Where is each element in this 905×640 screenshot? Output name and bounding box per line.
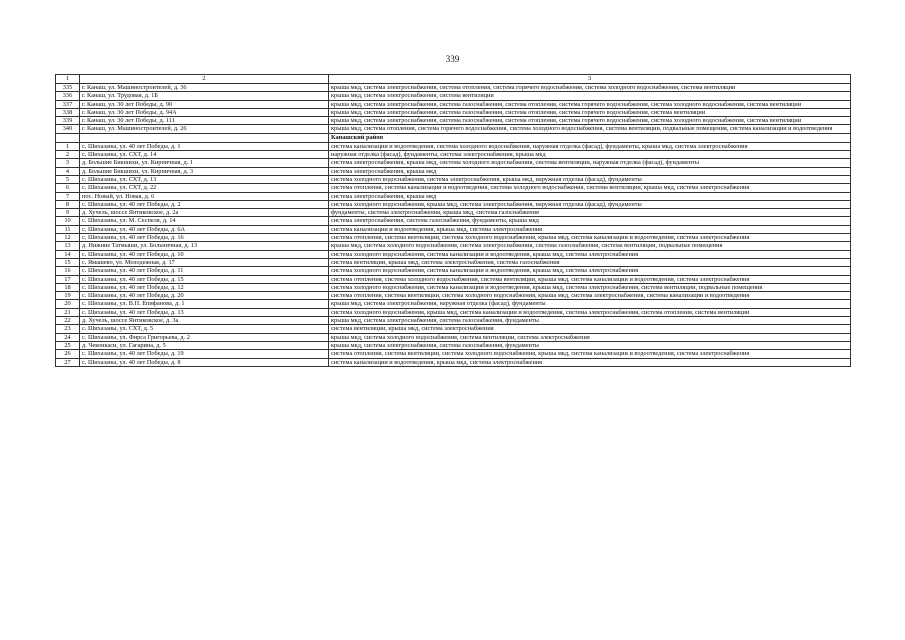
row-works: крыша мкд, система холодного водоснабжения, система электроснабжения, система газоснабжения, система вентиляции, подвальные помещения	[329, 242, 851, 250]
table-row	[56, 358, 851, 366]
row-number: 21	[56, 308, 80, 316]
table-row	[56, 151, 851, 159]
row-works: система электроснабжения, система газоснабжения, фундаменты, крыша мкд	[329, 217, 851, 225]
row-number: 11	[56, 225, 80, 233]
table-row	[56, 84, 851, 92]
row-number: 22	[56, 317, 80, 325]
row-works: крыша мкд, система отопления, система горячего водоснабжения, система холодного водоснабжения, система вентиляции, подвальные помещения, система канализации и водоотведения	[329, 125, 851, 133]
row-address: с. Шихазаны, ул. 40 лет Победы, д. 1	[80, 142, 329, 150]
row-works: система холодного водоснабжения, система канализации и водоотведения, крыша мкд, система электроснабжения	[329, 267, 851, 275]
row-address: г. Канаш, ул. Трудовая, д. 1Б	[80, 92, 329, 100]
column-number-1: 1	[56, 75, 80, 84]
table-row	[56, 308, 851, 316]
table-row	[56, 142, 851, 150]
row-number: 340	[56, 125, 80, 133]
row-works: система холодного водоснабжения, система электроснабжения, крыша мкд, наружная отделка (фасад), фундаменты	[329, 175, 851, 183]
row-address: г. Канаш, ул. Машиностроителей, д. 26	[80, 125, 329, 133]
table-row	[56, 341, 851, 349]
row-works: крыша мкд, система электроснабжения, наружная отделка (фасад), фундаменты	[329, 300, 851, 308]
row-number: 338	[56, 108, 80, 116]
row-address: с. Шихазаны, ул. СХТ, д. 13	[80, 175, 329, 183]
row-number: 24	[56, 333, 80, 341]
row-works: система отопления, система вентиляции, система холодного водоснабжения, крыша мкд, система электроснабжения, система канализации и водоотведения	[329, 292, 851, 300]
table-row	[56, 225, 851, 233]
row-address: с. Шихазаны, ул. СХТ, д. 14	[80, 151, 329, 159]
row-works: система канализации и водоотведения, крыша мкд, система электроснабжения	[329, 358, 851, 366]
table-row	[56, 100, 851, 108]
row-works: крыша мкд, система холодного водоснабжения, система вентиляции, система электроснабжения	[329, 333, 851, 341]
row-address: д. Большие Бикшихи, ул. Кирпичная, д. 3	[80, 167, 329, 175]
table-row	[56, 125, 851, 133]
row-address: с. Шихазаны, ул. 40 лет Победы, д. 2	[80, 200, 329, 208]
section-title: Канашский район	[329, 133, 851, 142]
row-number: 336	[56, 92, 80, 100]
row-number: 12	[56, 234, 80, 242]
row-works: система канализации и водоотведения, система холодного водоснабжения, наружная отделка (фасад), фундаменты, крыша мкд, система электроснабжения	[329, 142, 851, 150]
row-address: с. Шихазаны, ул. 40 лет Победы, д. 11	[80, 267, 329, 275]
row-works: система отопления, система вентиляции, система холодного водоснабжения, крыша мкд, система канализации и водоотведения, система электроснабжения	[329, 234, 851, 242]
table-row	[56, 175, 851, 183]
table-row	[56, 234, 851, 242]
row-number: 9	[56, 209, 80, 217]
row-works: крыша мкд, система электроснабжения, система газоснабжения, фундаменты	[329, 317, 851, 325]
row-number: 6	[56, 184, 80, 192]
row-address: д. Чеконкаси, ул. Гагарина, д. 5	[80, 341, 329, 349]
row-number: 4	[56, 167, 80, 175]
section-empty-cell	[80, 133, 329, 142]
section-row	[56, 133, 851, 142]
row-works: крыша мкд, система электроснабжения, система газоснабжения, фундаменты	[329, 341, 851, 349]
row-address: с. Шихазаны, ул. 40 лет Победы, д. 20	[80, 292, 329, 300]
row-works: наружная отделка (фасад), фундаменты, система электроснабжения, крыша мкд	[329, 151, 851, 159]
row-address: д. Хучель, шоссе Янтиковское, д. 3а	[80, 317, 329, 325]
row-address: с. Шихазаны, ул. СХТ, д. 5	[80, 325, 329, 333]
row-number: 15	[56, 258, 80, 266]
table-row	[56, 333, 851, 341]
row-address: с. Шихазаны, ул. СХТ, д. 22	[80, 184, 329, 192]
row-works: крыша мкд, система электроснабжения, система газоснабжения, система отопления, система горячего водоснабжения, система вентиляции	[329, 108, 851, 116]
row-address: с. Шихазаны, ул. 40 лет Победы, д. 15	[80, 275, 329, 283]
row-number: 13	[56, 242, 80, 250]
row-number: 339	[56, 117, 80, 125]
row-number: 8	[56, 200, 80, 208]
row-address: с. Ямашево, ул. Молодежная, д. 17	[80, 258, 329, 266]
row-address: д. Нижние Татмыши, ул. Больничная, д. 13	[80, 242, 329, 250]
row-address: г. Канаш, ул. 30 лет Победы, д. 90	[80, 100, 329, 108]
row-number: 2	[56, 151, 80, 159]
table-row	[56, 250, 851, 258]
row-number: 25	[56, 341, 80, 349]
table-row	[56, 325, 851, 333]
row-number: 14	[56, 250, 80, 258]
row-works: крыша мкд, система электроснабжения, система газоснабжения, система отопления, система горячего водоснабжения, система холодного водоснабжения, система вентиляции	[329, 100, 851, 108]
column-number-row	[56, 75, 851, 84]
register-table-body	[56, 75, 851, 367]
row-works: система холодного водоснабжения, система канализации и водоотведения, крыша мкд, система электроснабжения, система вентиляции, подвальные помещения	[329, 283, 851, 291]
table-row	[56, 209, 851, 217]
table-row	[56, 117, 851, 125]
row-works: система электроснабжения, крыша мкд	[329, 192, 851, 200]
row-address: с. Шихазаны, ул. 40 лет Победы, д. 6А	[80, 225, 329, 233]
row-number: 17	[56, 275, 80, 283]
column-number-3: 3	[329, 75, 851, 84]
row-works: система электроснабжения, крыша мкд, система холодного водоснабжения, система вентиляции, наружная отделка (фасад), фундаменты	[329, 159, 851, 167]
table-row	[56, 159, 851, 167]
row-works: крыша мкд, система электроснабжения, система отопления, система горячего водоснабжения, система холодного водоснабжения, система вентиляции	[329, 84, 851, 92]
table-row	[56, 267, 851, 275]
row-address: с. Шихазаны, ул. 40 лет Победы, д. 8	[80, 358, 329, 366]
table-row	[56, 217, 851, 225]
table-row	[56, 300, 851, 308]
row-works: система отопления, система вентиляции, система холодного водоснабжения, крыша мкд, система канализации и водоотведения, система электроснабжения	[329, 350, 851, 358]
table-row	[56, 283, 851, 291]
row-works: фундаменты, система электроснабжения, крыша мкд, система газоснабжения	[329, 209, 851, 217]
row-number: 5	[56, 175, 80, 183]
table-row	[56, 350, 851, 358]
row-number: 27	[56, 358, 80, 366]
row-number: 3	[56, 159, 80, 167]
row-works: система канализации и водоотведения, крыша мкд, система электроснабжения	[329, 225, 851, 233]
row-address: с. Шихазаны, ул. 40 лет Победы, д. 19	[80, 350, 329, 358]
row-address: с. Шихазаны, ул. М. Сеспеля, д. 14	[80, 217, 329, 225]
row-works: система холодного водоснабжения, система канализации и водоотведения, крыша мкд, система электроснабжения	[329, 250, 851, 258]
row-works: система отопления, система холодного водоснабжения, система вентиляции, крыша мкд, система канализации и водоотведения, система электроснабжения	[329, 275, 851, 283]
row-address: д. Большие Бикшихи, ул. Кирпичная, д. 1	[80, 159, 329, 167]
row-address: с. Шихазаны, ул. 40 лет Победы, д. 10	[80, 250, 329, 258]
row-number: 26	[56, 350, 80, 358]
table-row	[56, 184, 851, 192]
row-number: 10	[56, 217, 80, 225]
row-address: с. Шихазаны, ул. В.П. Епифанова, д. 1	[80, 300, 329, 308]
row-number: 19	[56, 292, 80, 300]
section-empty-cell	[56, 133, 80, 142]
row-number: 20	[56, 300, 80, 308]
row-address: г. Канаш, ул. 30 лет Победы, д. 111	[80, 117, 329, 125]
table-row	[56, 108, 851, 116]
table-row	[56, 258, 851, 266]
row-number: 16	[56, 267, 80, 275]
row-works: система холодного водоснабжения, крыша мкд, система электроснабжения, наружная отделка (фасад), фундаменты	[329, 200, 851, 208]
row-works: крыша мкд, система электроснабжения, система вентиляции	[329, 92, 851, 100]
table-row	[56, 242, 851, 250]
row-number: 337	[56, 100, 80, 108]
row-address: д. Хучель, шоссе Янтиковское, д. 2а	[80, 209, 329, 217]
row-works: крыша мкд, система электроснабжения, система газоснабжения, система отопления, система горячего водоснабжения, система холодного водоснабжения, система вентиляции	[329, 117, 851, 125]
page-number: 339	[445, 54, 460, 64]
row-address: пос. Новый, ул. Новая, д. 6	[80, 192, 329, 200]
row-works: система отопления, система канализации и водоотведения, система холодного водоснабжения, система вентиляции, крыша мкд, система электроснабжения	[329, 184, 851, 192]
row-number: 18	[56, 283, 80, 291]
table-row	[56, 317, 851, 325]
row-address: г. Канаш, ул. Машиностроителей, д. 36	[80, 84, 329, 92]
row-address: с. Шихазаны, ул. Фирса Григорьева, д. 2	[80, 333, 329, 341]
row-number: 7	[56, 192, 80, 200]
row-number: 335	[56, 84, 80, 92]
row-address: с. Шихазаны, ул. 40 лет Победы, д. 12	[80, 283, 329, 291]
table-row	[56, 167, 851, 175]
table-row	[56, 92, 851, 100]
row-works: система электроснабжения, крыша мкд	[329, 167, 851, 175]
table-row	[56, 192, 851, 200]
row-address: г. Канаш, ул. 30 лет Победы, д. 94А	[80, 108, 329, 116]
row-address: с. Шихазаны, ул. 40 лет Победы, д. 13	[80, 308, 329, 316]
row-number: 1	[56, 142, 80, 150]
table-row	[56, 292, 851, 300]
register-table	[55, 74, 851, 367]
row-works: система холодного водоснабжения, крыша мкд, система канализации и водоотведения, система электроснабжения, система отопления, система вентиляции	[329, 308, 851, 316]
table-row	[56, 275, 851, 283]
row-number: 23	[56, 325, 80, 333]
row-address: с. Шихазаны, ул. 40 лет Победы, д. 16	[80, 234, 329, 242]
row-works: система вентиляции, крыша мкд, система электроснабжения, система газоснабжения	[329, 258, 851, 266]
row-works: система вентиляции, крыша мкд, система электроснабжения	[329, 325, 851, 333]
column-number-2: 2	[80, 75, 329, 84]
table-row	[56, 200, 851, 208]
